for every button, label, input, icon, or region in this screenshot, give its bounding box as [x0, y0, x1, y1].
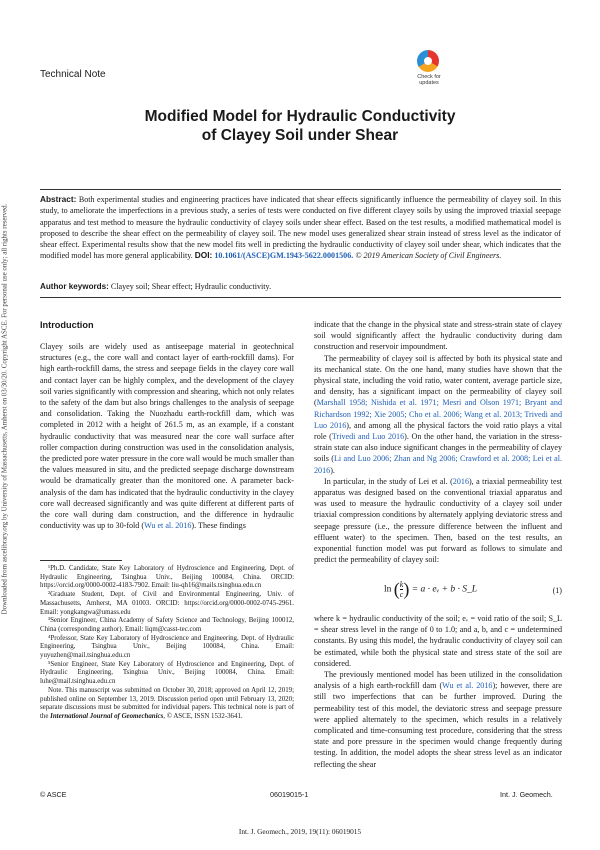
- right-paragraph-3: In particular, in the study of Lei et al. (: [324, 476, 453, 486]
- paper-title: [60, 107, 540, 145]
- abstract-bottom-rule: [40, 297, 561, 298]
- footer-copyright: © ASCE: [40, 790, 67, 799]
- right-paragraph-2d: ).: [330, 465, 335, 475]
- footer-journal: Int. J. Geomech.: [500, 790, 553, 799]
- right-paragraph-3b: ), a triaxial permeability test apparatus was designed based on the conventional triaxial apparatus and was used to measure the hydraulic conductivity of a clayey soil under triaxial compression conditions by alternately applying deviatoric stress and seepage pressure (i.e., the pressure difference between the influent and effluent water) to the specimen. Then, based on the test results, an exponential function model was put forward as follows to simulate and predict the permeability of clayey soil:: [314, 476, 562, 565]
- right-paragraph-2c: ). On the other hand, the variation in the stress-strain state can also induce significant changes in the permeability of clayey soils (: [314, 432, 562, 464]
- footnote-3: ³Senior Engineer, China Academy of Safety Science and Technology, Beijing 100012, China (corresponding author). Email: liqm@casst-tec.com: [40, 617, 294, 633]
- right-paragraph-4: where k = hydraulic conductivity of the soil; eᵥ = void ratio of the soil; S_L = shear stress level in the range of 0 to 1.0; and a, b, and c = undetermined constants. By using this model, the hydraulic conductivity of clayey soil can be estimated, while both the physical state and stress state of the soil are considered.: [314, 614, 562, 668]
- doi-link[interactable]: 10.1061/(ASCE)GM.1943-5622.0001506.: [214, 251, 354, 261]
- author-keywords: [40, 282, 561, 291]
- journal-name: International Journal of Geomechanics: [50, 712, 164, 720]
- eq-numerator: k: [399, 580, 404, 589]
- doi-label: DOI:: [194, 250, 213, 261]
- intro-paragraph: Clayey soils are widely used as antiseepage material in geotechnical structures (e.g., the core wall and contact layer of earth-rockfill dams). For high earth-rockfill dams, the stress and seepage fields in the clayey core wall and contact layer can be highly complex, and the development of the clayey soil varies significantly with compression and shearing, which not only relates to the safety of the dam but also brings challenges to the analysis of seepage and consolidation. Taking the Nuozhadu earth-rockfill dam, which was completed in 2012 with a height of 261.5 m, as an example, if a constant hydraulic conductivity that was measured near the core wall surface after roller compaction during construction was used in the consolidation analysis, the predicted pore water pressure in the core wall would be much smaller than the values measured in situ, and the predicted seepage discharge downstream would be dramatically greater than the monitored one. A parameter back-analysis of the dam has indicated that the hydraulic conductivity in the clayey core wall decreased significantly and was quite different at different parts of the core wall during dam construction, and the difference in hydraulic conductivity was up to 30-fold (: [40, 342, 294, 531]
- footnote-4: ⁴Professor, State Key Laboratory of Hydroscience and Engineering, Dept. of Hydraulic Engineering, Tsinghua Univ., Beijing 100084, China. Email: yuyuzhen@mail.tsinghua.edu.cn: [40, 634, 294, 660]
- footnote-1: ¹Ph.D. Candidate, State Key Laboratory of Hydroscience and Engineering, Dept. of Hydraulic Engineering, Tsinghua Univ., Beijing 100084, China. ORCID: https://orcid.org/0000-0002-4183-7902. Email: liu-qh16@mails.tsinghua.edu.cn: [40, 565, 294, 590]
- citation-links-1[interactable]: Marshall 1958; Nishida et al. 1971; Mesri and Olson 1971; Bryant and Richardson 1992; Xie 2005; Cho et al. 2006; Wang et al. 2013; Trivedi and Luo 2016: [314, 398, 562, 430]
- right-column-text-top: [314, 319, 562, 565]
- right-paragraph-1: indicate that the change in the physical state and stress-strain state of clayey soil would significantly affect the hydraulic conductivity during dam construction and reservoir impoundment.: [314, 320, 562, 352]
- download-notice: Downloaded from ascelibrary.org by University of Massachusetts, Amherst on 03/30/20. Copyright ASCE. For personal use only; all rights reserved.: [1, 203, 9, 615]
- copyright: © 2019 American Society of Civil Engineers.: [355, 251, 502, 261]
- title-line1: Modified Model for Hydraulic Conductivity: [144, 108, 456, 125]
- intro-paragraph-end: ). These findings: [191, 521, 246, 531]
- keywords-label: Author keywords:: [40, 282, 109, 291]
- equation-number: (1): [552, 586, 562, 595]
- left-column-text: [40, 341, 294, 531]
- crossmark-icon: [417, 50, 439, 72]
- keywords-text: Clayey soil; Shear effect; Hydraulic conductivity.: [110, 282, 272, 291]
- eq-ln: ln: [384, 584, 392, 595]
- badge-line2: updates: [419, 80, 439, 86]
- right-paragraph-5b: ); however, there are still two imperfections that can be further improved. During the permeability test of this model, the deviatoric stress and seepage pressure were applied alternately to the specimen, which results in a relatively complicated and time-consuming test procedure, considering that the stress state and pore pressure in the specimen would change frequently during testing. In addition, the model adopts the shear stress level as an indicator reflecting the shear: [314, 681, 563, 769]
- footnote-5: ⁵Senior Engineer, State Key Laboratory of Hydroscience and Engineering, Dept. of Hydraulic Engineering, Tsinghua Univ., Beijing 100084, China. Email: luhe@mail.tsinghua.edu.cn: [40, 660, 294, 686]
- footnote-rule: [40, 560, 122, 561]
- footnote-2: ²Graduate Student, Dept. of Civil and Environmental Engineering, Univ. of Massachusetts, Amherst, MA 01003. ORCID: https://orcid.org/0000-0002-0745-2961. Email: yongkangwa@umass.edu: [40, 591, 294, 616]
- article-type: Technical Note: [40, 69, 106, 80]
- footnotes: [40, 565, 294, 722]
- eq-denominator: c: [399, 590, 404, 599]
- abstract-top-rule: [40, 189, 561, 190]
- citation-link[interactable]: Wu et al. 2016: [144, 521, 192, 531]
- section-heading-introduction: Introduction: [40, 320, 94, 330]
- citation-link-lei[interactable]: 2016: [452, 476, 469, 486]
- right-paragraph-2: The permeability of clayey soil is affected by both its physical state and its mechanical state. On the one hand, many studies have shown that the physical state, including the void ratio, water content, average particle size, and density, has a significant impact on the permeability of clayey soil (: [314, 353, 562, 408]
- right-paragraph-5: The previously mentioned model has been utilized in the consolidation analysis of a high earth-rockfill dam (: [314, 670, 562, 691]
- abstract-text: Both experimental studies and engineering practices have indicated that shear effects significantly influence the permeability of clayey soil. In this study, to ameliorate the imperfections in a previous study, a series of tests were conducted on five different clayey soils by using the improved triaxial seepage apparatus and test method to measure the hydraulic conductivity of clayey soils under shear effect. Based on the test results, a modified mathematical model is proposed to describe the shear effect on the permeability of clayey soil. The new model uses generalized shear strain instead of stress level as the indicator of shear effect. Experimental results show that the new model fits well in predicting the hydraulic conductivity of clayey soil under shear, which indicates that the modified model has more general applicability.: [40, 195, 561, 261]
- citation-line: Int. J. Geomech., 2019, 19(11): 06019015: [238, 827, 362, 836]
- equation-1: ln ( $\frac{k}{c}$ ) = a · eᵥ + b · S_L (1): [384, 579, 562, 599]
- footer-page-id: 06019015-1: [270, 790, 309, 799]
- title-line2: of Clayey Soil under Shear: [201, 127, 399, 144]
- abstract: [40, 194, 561, 262]
- badge-line1: Check for: [417, 74, 441, 80]
- citation-links-2[interactable]: Trivedi and Luo 2016: [331, 432, 405, 442]
- abstract-label: Abstract:: [40, 194, 77, 204]
- manuscript-note-end: , © ASCE, ISSN 1532-3641.: [163, 712, 243, 720]
- citation-link-wu[interactable]: Wu et al. 2016: [442, 681, 493, 691]
- manuscript-note: Note. This manuscript was submitted on October 30, 2018; approved on April 12, 2019; published online on September 13, 2019. Discussion period open until February 13, 2020; separate discussions must be submitted for individual papers. This technical note is part of the: [40, 686, 294, 720]
- citation-links-3[interactable]: Li and Luo 2006; Zhan and Ng 2006; Crawford et al. 2008; Lei et al. 2016: [314, 454, 562, 475]
- eq-rhs: = a · eᵥ + b · S_L: [411, 584, 478, 595]
- right-column-text-bottom: [314, 613, 562, 770]
- check-for-updates-badge[interactable]: [409, 50, 449, 96]
- right-paragraph-2b: ), and among all the physical factors the void ratio plays a vital role (: [314, 420, 563, 442]
